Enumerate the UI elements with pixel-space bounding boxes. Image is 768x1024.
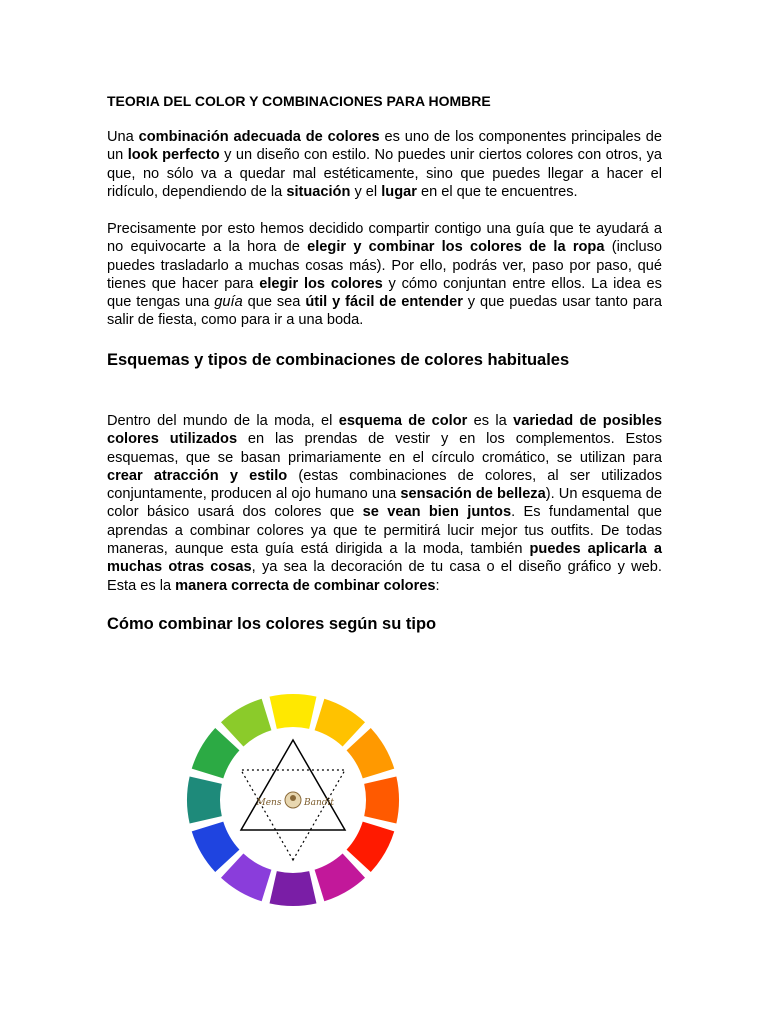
- wheel-segment: [187, 777, 222, 824]
- italic-text: guía: [214, 294, 243, 311]
- bold-text: situación: [286, 183, 351, 200]
- bold-text: elegir los colores: [259, 275, 383, 292]
- wheel-segment: [270, 871, 317, 906]
- wheel-segment: [270, 694, 317, 729]
- bold-text: elegir y combinar los colores de la ropa: [307, 239, 605, 256]
- wheel-segment: [364, 777, 399, 824]
- svg-text:Bandit: Bandit: [303, 798, 335, 808]
- bold-text: lugar: [381, 183, 417, 200]
- schemes-paragraph: Dentro del mundo de la moda, el esquema de color es la variedad de posibles colores utilizados en las prendas de vestir y en los complementos. Estos esquemas, que se basan primariamente en el círculo cromático, se utilizan para crear atracción y estilo (estas combinaciones de colores, al ser utilizados conjuntamente, producen al ojo humano una sensación de belleza). Un esquema de color básico usará dos colores que se vean bien juntos. Es fundamental que aprendas a combinar colores ya que te permitirá lucir mejor tus outfits. De todas maneras, aunque esta guía está dirigida a la moda, también puedes aplicarla a muchas otras cosas, ya sea la decoración de tu casa o el diseño gráfico y web. Esta es la manera correcta de combinar colores:: [107, 413, 663, 594]
- bold-text: esquema de color: [338, 413, 468, 429]
- color-wheel-image: [107, 686, 479, 914]
- bold-text: crear atracción y estilo: [107, 467, 288, 484]
- bold-text: se vean bien juntos: [362, 504, 512, 521]
- bold-text: sensación de belleza: [400, 486, 546, 503]
- bold-text: look perfecto: [127, 147, 220, 164]
- bold-text: variedad de posibles colores utilizados: [107, 413, 663, 448]
- document-title: TEORIA DEL COLOR Y COMBINACIONES PARA HOMBRE: [107, 93, 491, 109]
- guide-paragraph: Precisamente por esto hemos decidido compartir contigo una guía que te ayudará a no equivocarte a la hora de elegir y combinar los colores de la ropa (incluso puedes trasladarlo a muchas cosas más). Por ello, podrás ver, paso por paso, qué tienes que hacer para elegir los colores y cómo conjuntan entre ellos. La idea es que tengas una guía que sea útil y fácil de entender y que puedas usar tanto para salir de fiesta, como para ir a una boda.: [107, 221, 662, 329]
- bold-text: combinación adecuada de colores: [138, 129, 380, 145]
- bold-text: manera correcta de combinar colores: [175, 577, 436, 594]
- bold-text: puedes aplicarla a muchas otras cosas: [107, 541, 663, 576]
- bold-text: útil y fácil de entender: [305, 294, 463, 311]
- intro-paragraph: Una combinación adecuada de colores es uno de los componentes principales de un look perfecto y un diseño con estilo. No puedes unir ciertos colores con otros, ya que, no sólo va a quedar mal estéticamente, sino que puedes llegar a hacer el ridículo, dependiendo de la situación y el lugar en el que te encuentres.: [107, 129, 662, 200]
- color-wheel-figure: [107, 686, 479, 914]
- svg-text:Mens: Mens: [256, 798, 282, 808]
- section-heading-combine: Cómo combinar los colores según su tipo: [107, 615, 437, 633]
- section-heading-schemes: Esquemas y tipos de combinaciones de colores habituales: [107, 351, 570, 369]
